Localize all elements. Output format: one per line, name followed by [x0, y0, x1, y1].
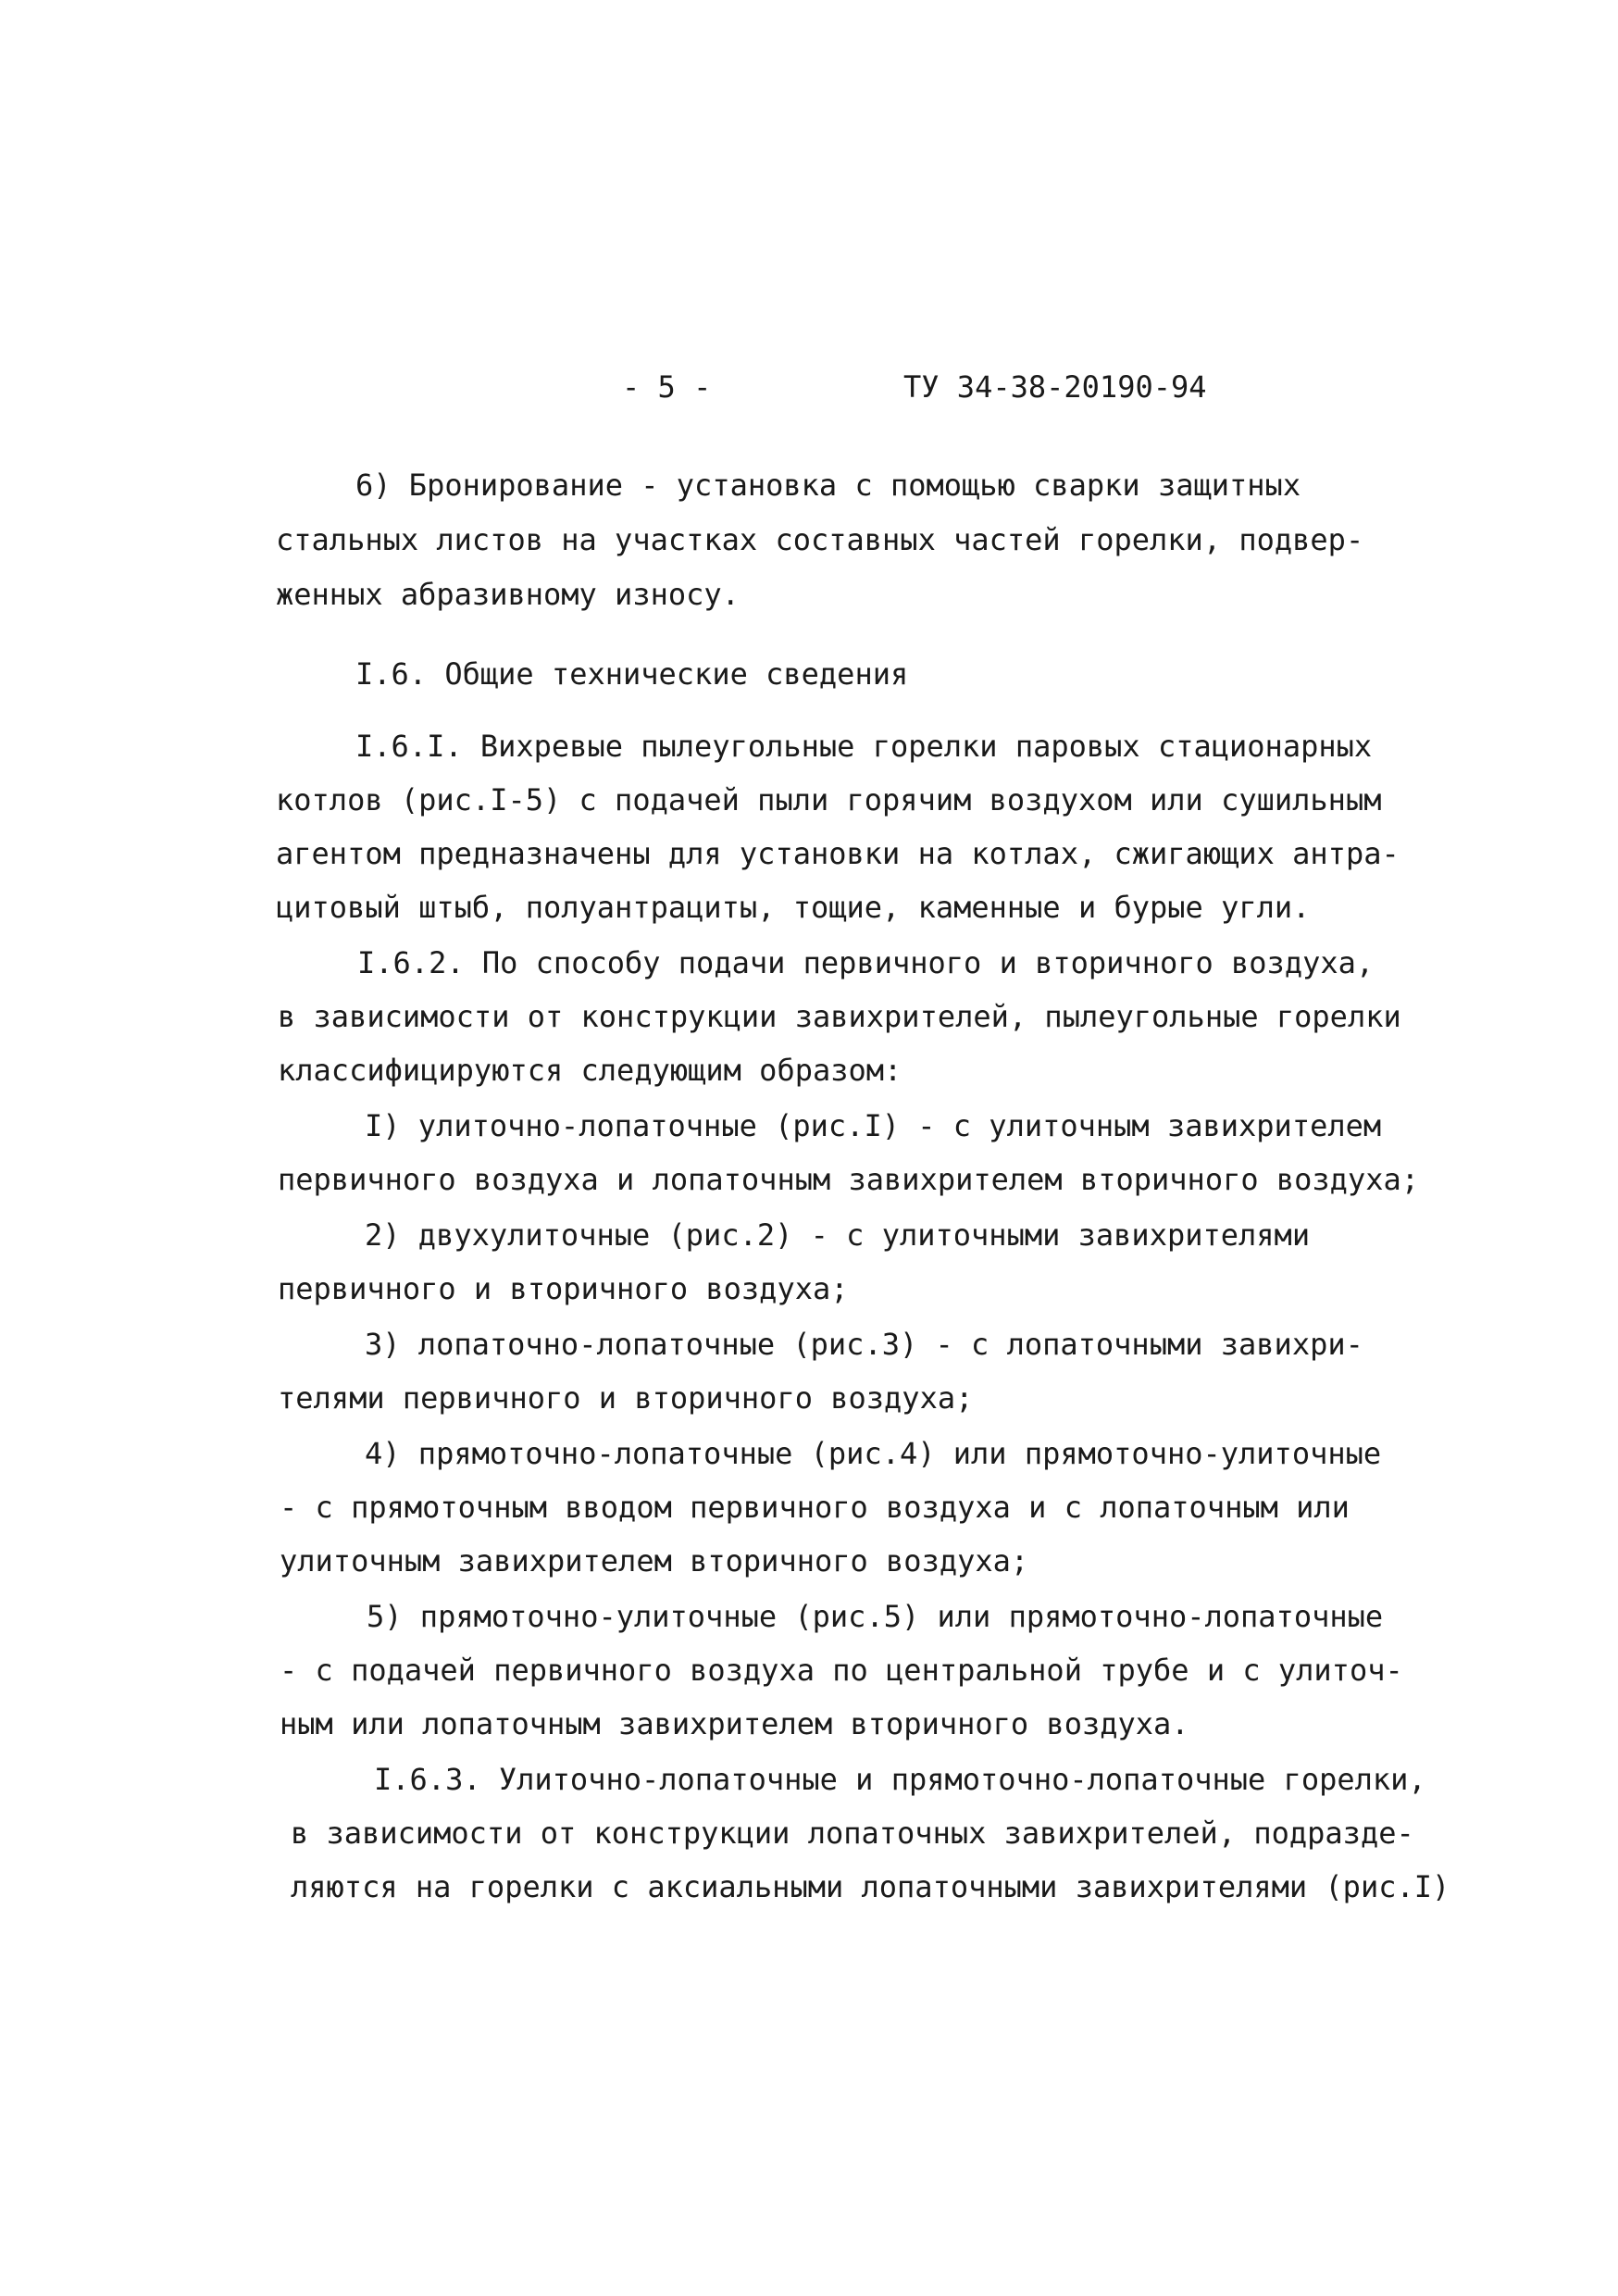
text-line: ным или лопаточным завихрителем вторичного воздуха. — [280, 1706, 1189, 1741]
section-heading: I.6. Общие технические сведения — [355, 656, 909, 692]
text-line: в зависимости от конструкции завихрителей, пылеугольные горелки — [278, 999, 1401, 1034]
list-item: I) улиточно-лопаточные (рис.I) - с улиточным завихрителем — [365, 1108, 1382, 1143]
list-item: 5) прямоточно-улиточные (рис.5) или прямоточно-лопаточные — [367, 1599, 1384, 1634]
text-line: стальных листов на участках составных частей горелки, подвер- — [276, 522, 1364, 557]
text-line: улиточным завихрителем вторичного воздуха; — [280, 1543, 1029, 1578]
text-line: ляются на горелки с аксиальными лопаточными завихрителями (рис.I) — [291, 1869, 1450, 1904]
page-number: - 5 - — [622, 369, 712, 405]
text-line: в зависимости от конструкции лопаточных завихрителей, подразде- — [291, 1816, 1414, 1851]
text-line: телями первичного и вторичного воздуха; — [278, 1380, 974, 1416]
text-line: первичного воздуха и лопаточным завихрителем вторичного воздуха; — [278, 1162, 1419, 1197]
text-line: первичного и вторичного воздуха; — [278, 1271, 849, 1306]
text-line: I.6.I. Вихревые пылеугольные горелки паровых стационарных — [355, 729, 1373, 764]
text-line: I.6.3. Улиточно-лопаточные и прямоточно-лопаточные горелки, — [374, 1762, 1426, 1797]
text-line: цитовый штыб, полуантрациты, тощие, каменные и бурые угли. — [276, 890, 1311, 925]
text-line: - с прямоточным вводом первичного воздуха и с лопаточным или — [280, 1490, 1350, 1525]
text-line: агентом предназначены для установки на котлах, сжигающих антра- — [276, 836, 1400, 871]
text-line: 6) Бронирование - установка с помощью сварки защитных — [355, 468, 1301, 503]
text-line: - с подачей первичного воздуха по центральной трубе и с улиточ- — [280, 1653, 1403, 1688]
list-item: 4) прямоточно-лопаточные (рис.4) или прямоточно-улиточные — [365, 1436, 1382, 1471]
text-line: классифицируются следующим образом: — [278, 1053, 902, 1088]
document-code: ТУ 34-38-20190-94 — [903, 369, 1207, 405]
text-line: I.6.2. По способу подачи первичного и вторичного воздуха, — [357, 945, 1375, 980]
list-item: 2) двухулиточные (рис.2) - с улиточными завихрителями — [365, 1217, 1311, 1253]
list-item: 3) лопаточно-лопаточные (рис.3) - с лопаточными завихри- — [365, 1327, 1363, 1362]
text-line: котлов (рис.I-5) с подачей пыли горячим воздухом или сушильным — [276, 782, 1382, 817]
text-line: женных абразивному износу. — [276, 577, 740, 612]
